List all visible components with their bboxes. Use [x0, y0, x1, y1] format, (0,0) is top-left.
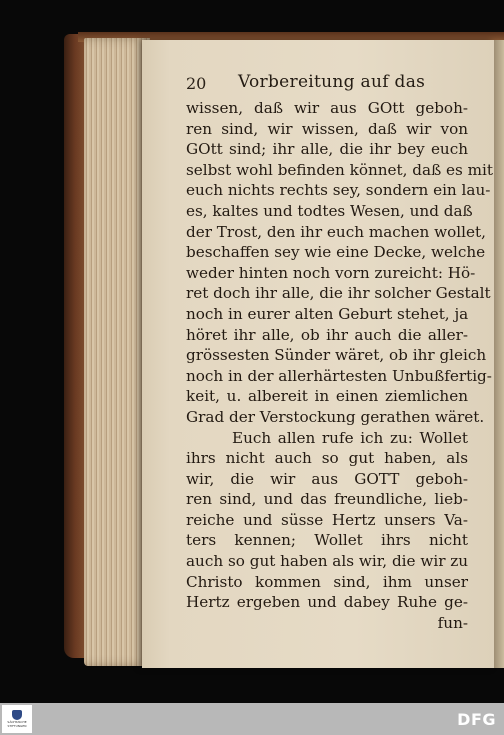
text-line: ren sind, und das freundliche, lieb- [186, 490, 468, 509]
page-number: 20 [186, 74, 207, 93]
text-line: fun- [437, 613, 468, 632]
text-line: ihrs nicht auch so gut haben, als [186, 449, 468, 468]
text-line: es, kaltes und todtes Wesen, und daß [186, 201, 473, 220]
text-line: noch in eurer alten Geburt stehet, ja [186, 304, 469, 323]
text-line: selbst wohl befinden könnet, daß es mit [186, 160, 494, 179]
library-logo-text: SÄCHSISCHE STIFTUNGEN [7, 720, 27, 728]
library-shield-icon [12, 710, 22, 720]
text-line: euch nichts rechts sey, sondern ein lau- [186, 181, 491, 200]
text-line: reiche und süsse Hertz unsers Va- [186, 510, 468, 529]
text-line: höret ihr alle, ob ihr auch die aller- [186, 325, 468, 344]
body-text [186, 98, 494, 633]
text-line: GOtt sind; ihr alle, die ihr bey euch [186, 140, 468, 159]
text-line: Christo kommen sind, ihm unser [186, 572, 468, 591]
text-line: Euch allen rufe ich zu: Wollet [232, 428, 468, 447]
text-line: ret doch ihr alle, die ihr solcher Gestalt [186, 284, 491, 303]
viewer-footer [0, 703, 504, 735]
text-line: wissen, daß wir aus GOtt geboh- [186, 99, 468, 117]
text-line: keit, u. albereit in einen ziemlichen [186, 387, 468, 406]
library-logo[interactable] [2, 705, 32, 733]
text-line: der Trost, den ihr euch machen wollet, [186, 222, 486, 241]
text-line: weder hinten noch vorn zureicht: Hö- [186, 263, 476, 282]
text-line: auch so gut haben als wir, die wir zu [186, 552, 469, 571]
page-header [186, 74, 476, 96]
text-line: ren sind, wir wissen, daß wir von [186, 119, 468, 138]
text-line: Hertz ergeben und dabey Ruhe ge- [186, 593, 468, 612]
running-head: Vorbereitung auf das [238, 72, 426, 92]
text-line: grössesten Sünder wäret, ob ihr gleich [186, 346, 487, 365]
text-line: beschaffen sey wie eine Decke, welche [186, 243, 486, 262]
text-line: noch in der allerhärtesten Unbußfertig- [186, 366, 492, 385]
page-stack [84, 38, 150, 666]
dfg-logo[interactable]: DFG [457, 710, 496, 729]
facing-page-edge [494, 40, 504, 668]
text-line: ters kennen; Wollet ihrs nicht [186, 531, 468, 550]
text-line: Grad der Verstockung gerathen wäret. [186, 407, 485, 426]
text-line: wir, die wir aus GOTT geboh- [186, 469, 468, 488]
